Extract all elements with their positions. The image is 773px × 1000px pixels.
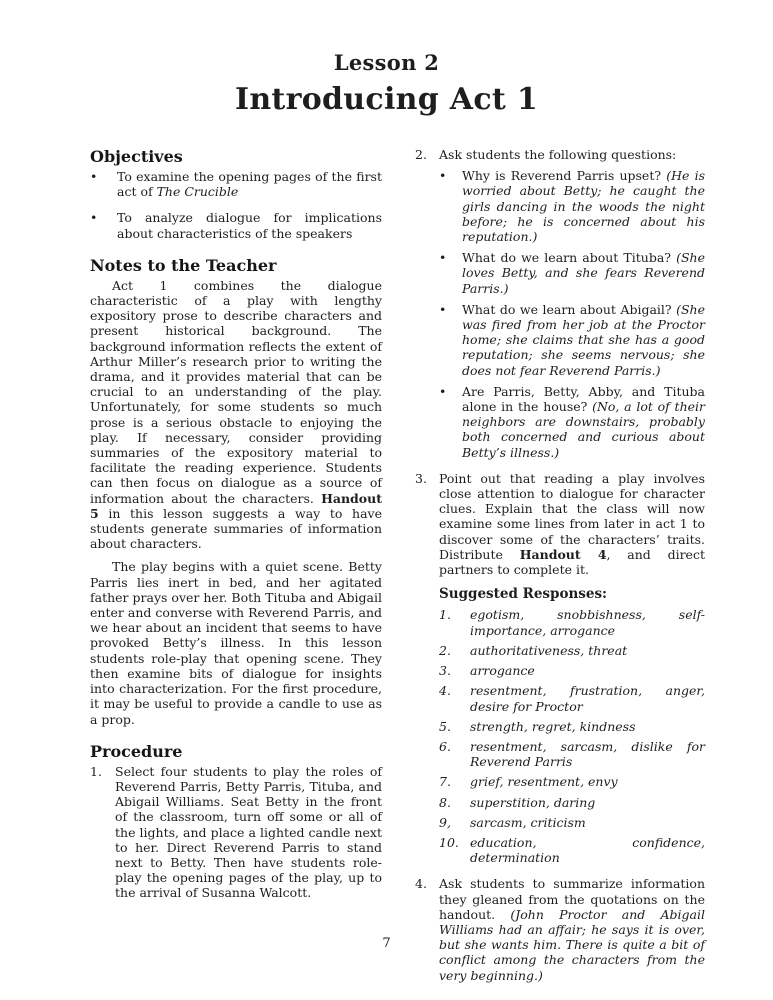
- response-number: 7.: [439, 774, 451, 790]
- response-item: [439, 719, 705, 734]
- objective-item: [90, 210, 382, 240]
- objective-text-roman: To examine the opening pages of the first act of: [117, 169, 382, 200]
- step-number: 4.: [415, 876, 427, 892]
- objective-item: [90, 169, 382, 199]
- question-text: [462, 384, 705, 460]
- response-number: 4.: [439, 683, 451, 699]
- procedure-step-2: [415, 147, 705, 162]
- step-3-post: , and direct partners to complete it.: [439, 546, 705, 578]
- answer-italic: (She loves Betty, and she fears Reverend Parris.): [462, 250, 705, 296]
- response-text: education, confidence, determination: [470, 834, 705, 866]
- notes-p1-pre: Act 1 combines the dialogue characteristic of a play with lengthy expository prose to describe characters and present historical background. The background information reflects the extent of Arthur Miller’s research prior to writing the drama, and it provides material that can be crucial to an understanding of the play. Unfortunately, for some students so much prose is a serious obstacle to enjoying the play. If necessary, consider providing summaries of the expository material to facilitate the reading experience. Students can then focus on dialogue as a source of information about the characters.: [90, 277, 382, 506]
- question-roman: Why is Reverend Parris upset?: [462, 168, 667, 184]
- question-item: [439, 250, 705, 296]
- notes-p1-post: in this lesson suggests a way to have students generate summaries of information about characters.: [90, 505, 382, 552]
- procedure-section: [90, 742, 382, 901]
- question-item: [439, 302, 705, 378]
- procedure-step-4: [415, 876, 705, 982]
- procedure-heading: Procedure: [90, 741, 183, 761]
- response-text: sarcasm, criticism: [470, 814, 586, 830]
- response-text: grief, resentment, envy: [470, 774, 618, 790]
- notes-heading: Notes to the Teacher: [90, 255, 277, 275]
- question-roman: Are Parris, Betty, Abby, and Tituba alone in the house?: [462, 383, 705, 415]
- question-roman: What do we learn about Abigail?: [462, 301, 677, 317]
- bullet-icon: •: [439, 168, 447, 184]
- question-text: [462, 302, 705, 378]
- notes-section: [90, 256, 382, 727]
- response-item: [439, 683, 705, 713]
- procedure-step-1: [90, 764, 382, 901]
- handout-5-reference: Handout 5: [90, 490, 382, 521]
- bullet-icon: •: [90, 210, 98, 226]
- response-number: 3.: [439, 663, 451, 679]
- response-number: 2.: [439, 642, 451, 658]
- bullet-icon: •: [439, 250, 447, 266]
- response-item: [439, 835, 705, 865]
- response-item: [439, 795, 705, 810]
- response-text: authoritativeness, threat: [470, 642, 628, 658]
- answer-italic: (She was fired from her job at the Proctor home; she claims that she has a good reputation; she seems nervous; she does not fear Reverend Parris.): [462, 301, 705, 378]
- objectives-section: [90, 147, 382, 241]
- step-4-text: [439, 876, 705, 982]
- response-item: [439, 815, 705, 830]
- title-block: [0, 0, 773, 117]
- response-number: 6.: [439, 738, 451, 754]
- answer-italic: (No, a lot of their neighbors are downstairs, probably both concerned and curious about Betty’s illness.): [462, 399, 705, 460]
- objective-text-roman: To analyze dialogue for implications about characteristics of the speakers: [117, 210, 382, 241]
- step-3-pre: Point out that reading a play involves close attention to dialogue for character clues. Explain that the class will now examine some lines from later in act 1 to discover some of the characters’ traits. Distribute: [439, 470, 705, 562]
- notes-paragraph-2: The play begins with a quiet scene. Betty Parris lies inert in bed, and her agitated father prays over her. Both Tituba and Abigail enter and converse with Reverend Parris, and we hear about an incident that seems to have provoked Betty’s illness. In this lesson students role-play that opening scene. They then examine bits of dialogue for insights into characterization. For the first procedure, it may be useful to provide a candle to use as a prop.: [90, 559, 382, 727]
- question-text: [462, 168, 705, 244]
- suggested-responses-heading: Suggested Responses:: [439, 586, 608, 603]
- procedure-step-text: Select four students to play the roles of Reverend Parris, Betty Parris, Tituba, and Abigail Williams. Seat Betty in the front of the classroom, turn off some or all of the lights, and place a lighted candle next to her. Direct Reverend Parris to stand next to Betty. Then have students role-play the opening pages of the play, up to the arrival of Susanna Walcott.: [115, 763, 382, 901]
- response-item: [439, 739, 705, 769]
- response-text: strength, regret, kindness: [470, 718, 636, 734]
- response-number: 1.: [439, 607, 451, 623]
- response-number: 10.: [439, 834, 459, 850]
- step-2-text: Ask students the following questions:: [439, 147, 677, 162]
- response-text: resentment, frustration, anger, desire for Proctor: [470, 683, 705, 714]
- response-text: arrogance: [470, 663, 535, 679]
- question-item: [439, 168, 705, 244]
- step-number: 2.: [415, 147, 427, 162]
- response-item: [439, 643, 705, 658]
- objective-text-italic: The Crucible: [156, 184, 239, 200]
- left-column: [90, 147, 382, 983]
- response-item: [439, 774, 705, 789]
- step-number: 1.: [90, 763, 102, 779]
- question-item: [439, 384, 705, 460]
- page-title: Introducing Act 1: [234, 82, 539, 117]
- objective-text: [117, 210, 382, 240]
- procedure-step-3: [415, 471, 705, 577]
- response-number: 9,: [439, 814, 451, 830]
- question-roman: What do we learn about Tituba?: [462, 250, 677, 266]
- two-column-layout: [90, 147, 773, 983]
- step-3-text: [439, 471, 705, 577]
- response-number: 5.: [439, 718, 451, 734]
- bullet-icon: •: [439, 301, 447, 317]
- bullet-icon: •: [90, 169, 98, 184]
- objectives-heading: Objectives: [90, 147, 183, 166]
- page-number: 7: [382, 936, 391, 951]
- handout-4-reference: Handout 4: [519, 546, 607, 562]
- response-item: [439, 663, 705, 678]
- step-4-answer-italic: (John Proctor and Abigail Williams had an affair; he says it is over, but she wants him. There is quite a bit of conflict among the characters from the very beginning.): [439, 906, 705, 983]
- question-text: [462, 250, 705, 296]
- step-4-pre: Ask students to summarize information they gleaned from the quotations on the handout.: [439, 876, 705, 922]
- step-number: 3.: [415, 470, 427, 486]
- response-text: resentment, sarcasm, dislike for Reverend Parris: [470, 738, 705, 770]
- notes-paragraph-1: [90, 278, 382, 552]
- lesson-label: Lesson 2: [333, 50, 440, 75]
- answer-italic: (He is worried about Betty; he caught the girls dancing in the woods the night before; he is concerned about his reputation.): [462, 168, 706, 245]
- objective-text: [117, 169, 382, 199]
- response-text: egotism, snobbishness, self-importance, arrogance: [470, 607, 705, 638]
- suggested-responses-list: [439, 607, 705, 865]
- response-text: superstition, daring: [470, 794, 596, 810]
- bullet-icon: •: [439, 383, 447, 399]
- response-item: [439, 607, 705, 637]
- right-column: [415, 147, 705, 983]
- response-number: 8.: [439, 794, 451, 810]
